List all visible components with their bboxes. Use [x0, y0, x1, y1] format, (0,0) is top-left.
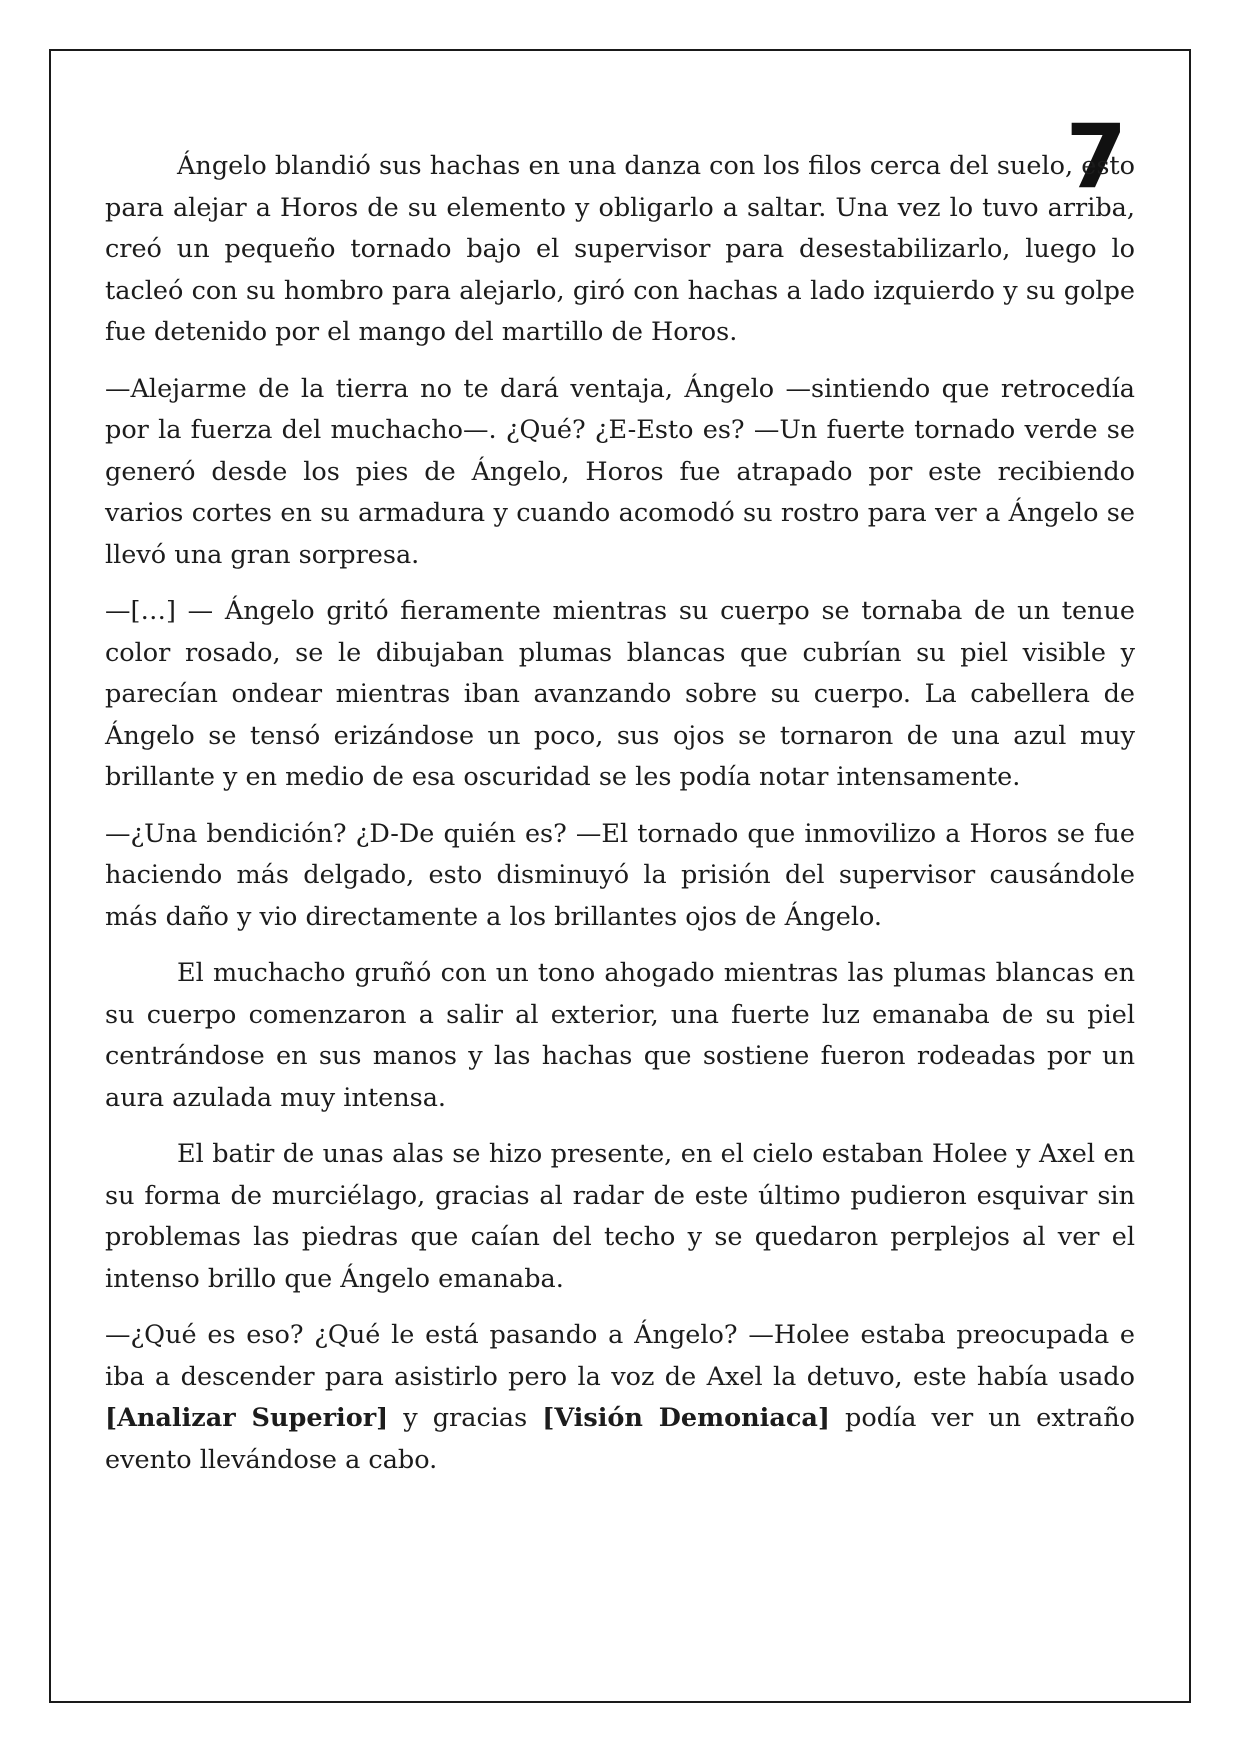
text-segment: —Alejarme de la tierra no te dará ventaja, Ángelo —sintiendo que retrocedía por la fuerza del muchacho—. ¿Qué? ¿E-Esto es? —Un fuerte tornado verde se generó desde los pies de Ángelo, Horos fue atrapado por este recibiendo varios cortes en su armadura y cuando acomodó su rostro para ver a Ángelo se llevó una gran sorpresa. [105, 373, 1135, 570]
paragraph [105, 369, 1135, 577]
text-segment: —¿Qué es eso? ¿Qué le está pasando a Ángelo? —Holee estaba preocupada e iba a descender para asistirlo pero la voz de Axel la detuvo, este había usado [105, 1320, 1135, 1392]
paragraph [105, 146, 1135, 354]
paragraph [105, 1315, 1135, 1481]
paragraph [105, 591, 1135, 799]
paragraph [105, 953, 1135, 1119]
text-segment: Ángelo blandió sus hachas en una danza con los filos cerca del suelo, esto para alejar a Horos de su elemento y obligarlo a saltar. Una vez lo tuvo arriba, creó un pequeño tornado bajo el supervisor para desestabilizarlo, luego lo tacleó con su hombro para alejarlo, giró con hachas a lado izquierdo y su golpe fue detenido por el mango del martillo de Horos. [105, 151, 1135, 347]
page-number: 7 [1065, 105, 1127, 208]
text-segment: El muchacho gruñó con un tono ahogado mientras las plumas blancas en su cuerpo comenzaron a salir al exterior, una fuerte luz emanaba de su piel centrándose en sus manos y las hachas que sostiene fueron rodeadas por un aura azulada muy intensa. [105, 958, 1135, 1113]
skill-name: [Analizar Superior] [105, 1403, 389, 1433]
text-segment: podía ver un extraño evento llevándose a cabo. [105, 1403, 1136, 1475]
text-segment: —¿Una bendición? ¿D-De quién es? —El tornado que inmovilizo a Horos se fue haciendo más delgado, esto disminuyó la prisión del supervisor causándole más daño y vio directamente a los brillantes ojos de Ángelo. [105, 818, 1135, 932]
text-segment: El batir de unas alas se hizo presente, en el cielo estaban Holee y Axel en su forma de murciélago, gracias al radar de este último pudieron esquivar sin problemas las piedras que caían del techo y se quedaron perplejos al ver el intenso brillo que Ángelo emanaba. [105, 1139, 1135, 1294]
text-segment: —[…] — Ángelo gritó fieramente mientras su cuerpo se tornaba de un tenue color rosado, se le dibujaban plumas blancas que cubrían su piel visible y parecían ondear mientras iban avanzando sobre su cuerpo. La cabellera de Ángelo se tensó erizándose un poco, sus ojos se tornaron de una azul muy brillante y en medio de esa oscuridad se les podía notar intensamente. [105, 596, 1135, 792]
skill-name: [Visión Demoniaca] [542, 1403, 830, 1433]
body-text [105, 146, 1135, 1496]
text-segment: y gracias [388, 1403, 543, 1433]
paragraph [105, 1134, 1135, 1300]
page-border [49, 49, 1191, 1703]
paragraph [105, 814, 1135, 939]
